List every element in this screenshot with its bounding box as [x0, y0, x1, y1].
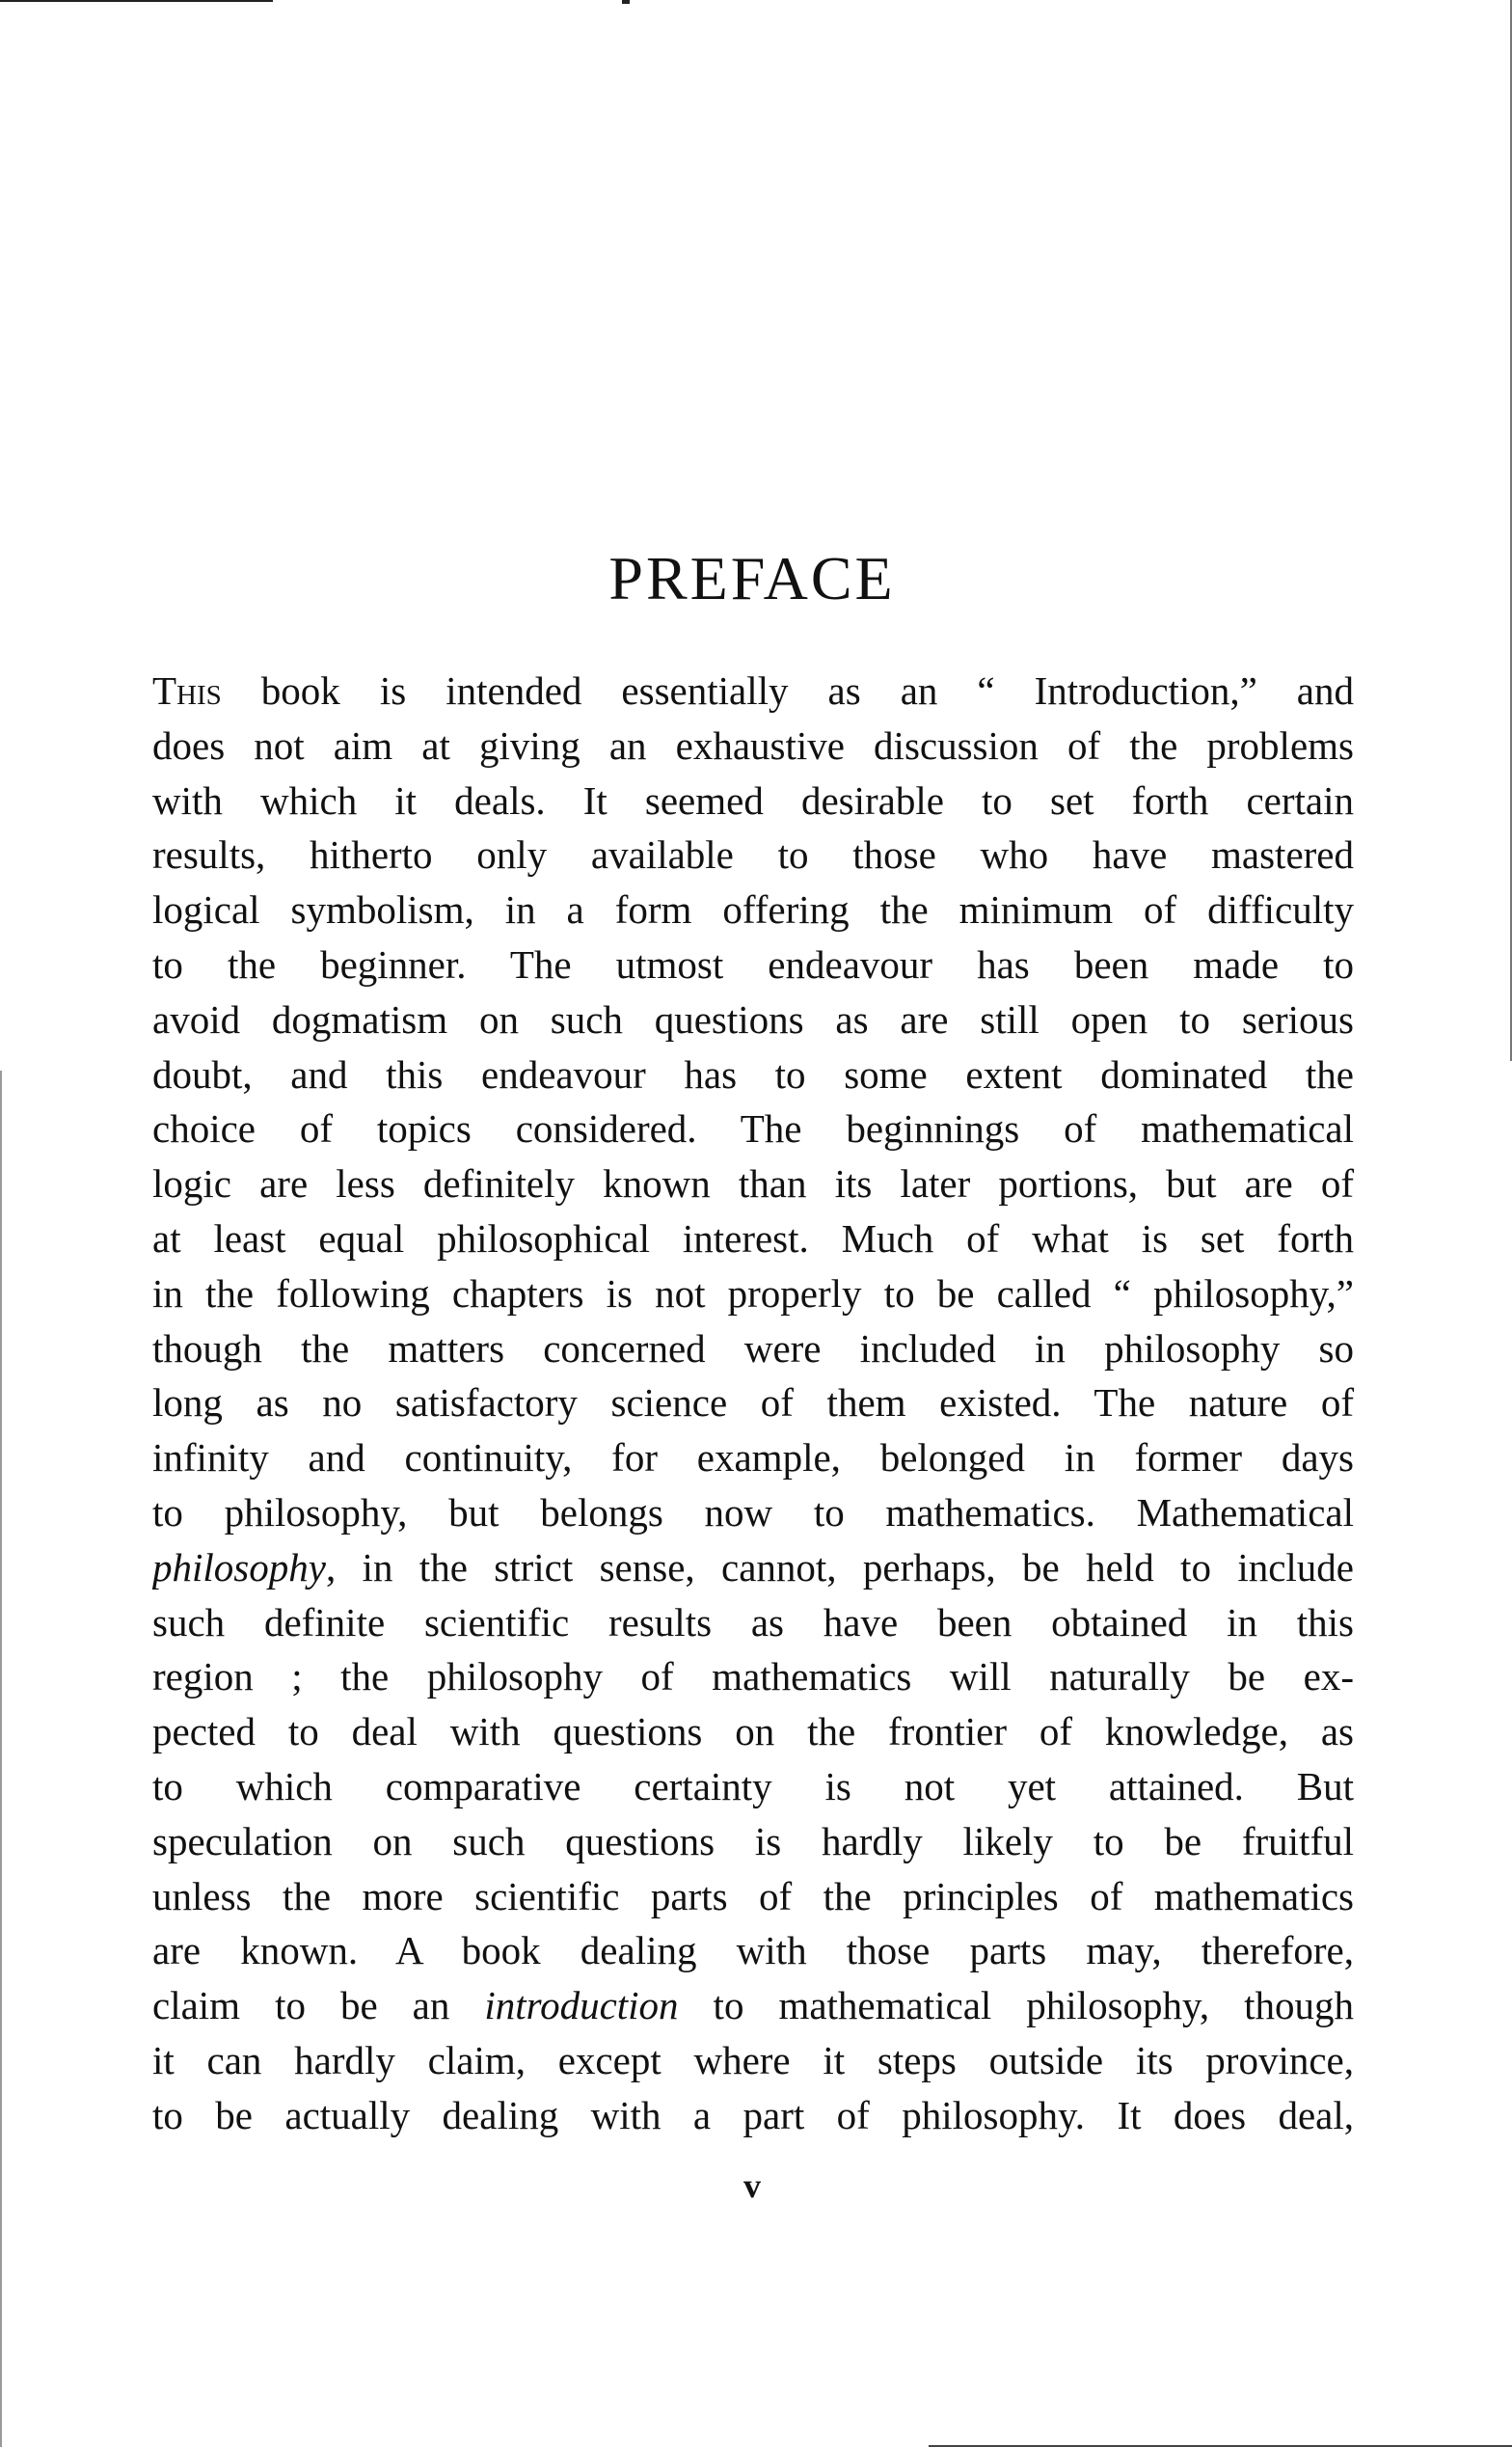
text-line-2: does not aim at giving an exhaustive discussion of the problems: [152, 722, 1354, 768]
text-line-24: are known. A book dealing with those parts may, therefore,: [152, 1928, 1354, 1973]
text-line-5: logical symbolism, in a form offering the minimum of difficulty: [152, 887, 1354, 933]
scan-mark-top: [622, 0, 630, 4]
text-line-11: at least equal philosophical interest. Much of what is set forth: [152, 1215, 1354, 1261]
text-line-10: logic are less definitely known than its later portions, but are of: [152, 1161, 1354, 1207]
text-line-6: to the beginner. The utmost endeavour has been made to: [152, 941, 1354, 987]
scan-edge-top: [0, 0, 273, 2]
text-line-22: speculation on such questions is hardly likely to be fruitful: [152, 1818, 1354, 1863]
text-line-25-before: claim to be an: [152, 1983, 485, 2028]
text-line-23: unless the more scientific parts of the principles of mathematics: [152, 1873, 1354, 1918]
text-line-14: long as no satisfactory science of them existed. The nature of: [152, 1380, 1354, 1426]
text-line-12: in the following chapters is not properly to be called “ philosophy,”: [152, 1270, 1354, 1316]
scan-edge-left: [0, 1071, 2, 2447]
text-line-3: with which it deals. It seemed desirable to set forth certain: [152, 777, 1354, 823]
text-line-27: to be actually dealing with a part of philosophy. It does deal,: [152, 2092, 1354, 2137]
text-line-15: infinity and continuity, for example, belonged in former days: [152, 1435, 1354, 1481]
page-number: v: [743, 2166, 761, 2205]
text-line-19: region ; the philosophy of mathematics will naturally be ex-: [152, 1654, 1354, 1699]
text-line-8: doubt, and this endeavour has to some extent dominated the: [152, 1051, 1354, 1097]
text-line-13: though the matters concerned were included in philosophy so: [152, 1325, 1354, 1371]
text-line-21: to which comparative certainty is not yet attained. But: [152, 1763, 1354, 1808]
text-line-4: results, hitherto only available to those who have mastered: [152, 832, 1354, 878]
text-line-7: avoid dogmatism on such questions as are still open to serious: [152, 996, 1354, 1042]
text-line-26: it can hardly claim, except where it steps outside its province,: [152, 2037, 1354, 2082]
text-line-20: pected to deal with questions on the frontier of knowledge, as: [152, 1709, 1354, 1754]
text-line-1-rest: book is intended essentially as an “ Introduction,” and: [221, 668, 1354, 713]
italic-philosophy: philosophy: [152, 1544, 326, 1590]
text-line-17-rest: , in the strict sense, cannot, perhaps, be held to include: [325, 1544, 1354, 1590]
text-line-16: to philosophy, but belongs now to mathematics. Mathematical: [152, 1489, 1354, 1535]
text-line-9: choice of topics considered. The beginnings of mathematical: [152, 1106, 1354, 1152]
text-line-25-after: to mathematical philosophy, though: [678, 1983, 1354, 2028]
text-line-1: [152, 664, 1354, 719]
page-title: PREFACE: [608, 544, 896, 612]
text-line-17: [152, 1540, 1354, 1595]
first-word: This: [152, 668, 222, 713]
text-line-25: [152, 1978, 1354, 2033]
preface-body: [152, 664, 1354, 2143]
italic-introduction: introduction: [484, 1983, 679, 2028]
text-line-18: such definite scientific results as have been obtained in this: [152, 1599, 1354, 1645]
